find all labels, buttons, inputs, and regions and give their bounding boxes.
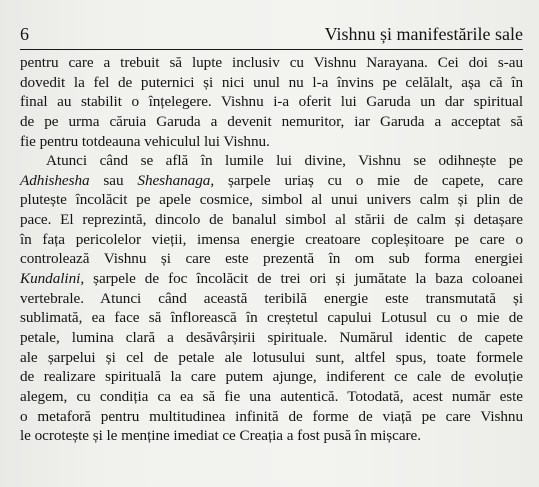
text-line: pace. El reprezintă, dincolo de banalul simbol al stării de calm și detașare: [20, 211, 523, 229]
text-line: de realizare spirituală la care putem ajunge, indiferent ce cale de evoluție: [20, 368, 523, 386]
text-line: pentru care a trebuit să lupte inclusiv cu Vishnu Narayana. Cei doi s-au: [20, 54, 523, 71]
text-fragment: , șarpele uriaș cu o mie de capete, care: [210, 171, 524, 189]
body-text: [20, 53, 523, 446]
text-line: final au stabilit o înțelegere. Vishnu i-a oferit lui Garuda un dar spiritual: [20, 93, 523, 111]
text-line: de pe urma căruia Garuda a devenit nemuritor, iar Garuda a acceptat să: [20, 112, 523, 130]
text-fragment: sau: [89, 171, 138, 189]
text-line: o metaforă pentru multitudinea infinită de forme de viață pe care Vishnu: [20, 407, 523, 425]
italic-term: Kundalini: [20, 270, 81, 288]
text-line: [20, 269, 523, 289]
text-line: le ocrotește și le menține imediat ce Creația a fost pusă în mișcare.: [20, 427, 421, 445]
italic-term: Sheshanaga: [137, 171, 211, 189]
text-line: [20, 171, 523, 191]
text-line: în fața pericolelor vieții, imensa energie creatoare copleșitoare pe care o: [20, 230, 523, 248]
text-fragment: , șarpele de foc încolăcit de trei ori și jumătate la baza coloanei: [80, 270, 523, 288]
text-line: controlează Vishnu și care este prezentă în om sub forma energiei: [20, 250, 523, 268]
text-line: ale șarpelui și cel de petale ale lotusului sunt, altfel spus, toate formele: [20, 348, 523, 366]
header-rule: [20, 49, 523, 50]
text-line: vertebrale. Atunci când această teribilă energie este transmutată și: [20, 289, 523, 307]
running-title: Vishnu și manifestările sale: [324, 24, 523, 44]
paragraph-first-line: Atunci când se află în lumile lui divine, Vishnu se odihnește pe: [46, 152, 523, 170]
text-line: plutește încolăcit pe apele cosmice, simbol al unui univers calm și plin de: [20, 191, 523, 209]
text-line: fie pentru totdeauna vehiculul lui Vishnu.: [20, 132, 270, 150]
italic-term: Adhishesha: [20, 171, 90, 189]
text-line: alegem, cu condiția ca ea să fie una autentică. Totodată, acest număr este: [20, 387, 523, 405]
text-line: sublimată, ea face să înflorească în creștetul capului Lotusul cu o mie de: [20, 309, 523, 327]
page-header: [20, 22, 523, 46]
text-line: petale, lumina clară a desăvârșirii spirituale. Numărul identic de capete: [20, 328, 523, 346]
page-number: 6: [20, 24, 29, 44]
text-line: dovedit la fel de puternici și nici unul nu l-a învins pe celălalt, așa că în: [20, 73, 523, 91]
